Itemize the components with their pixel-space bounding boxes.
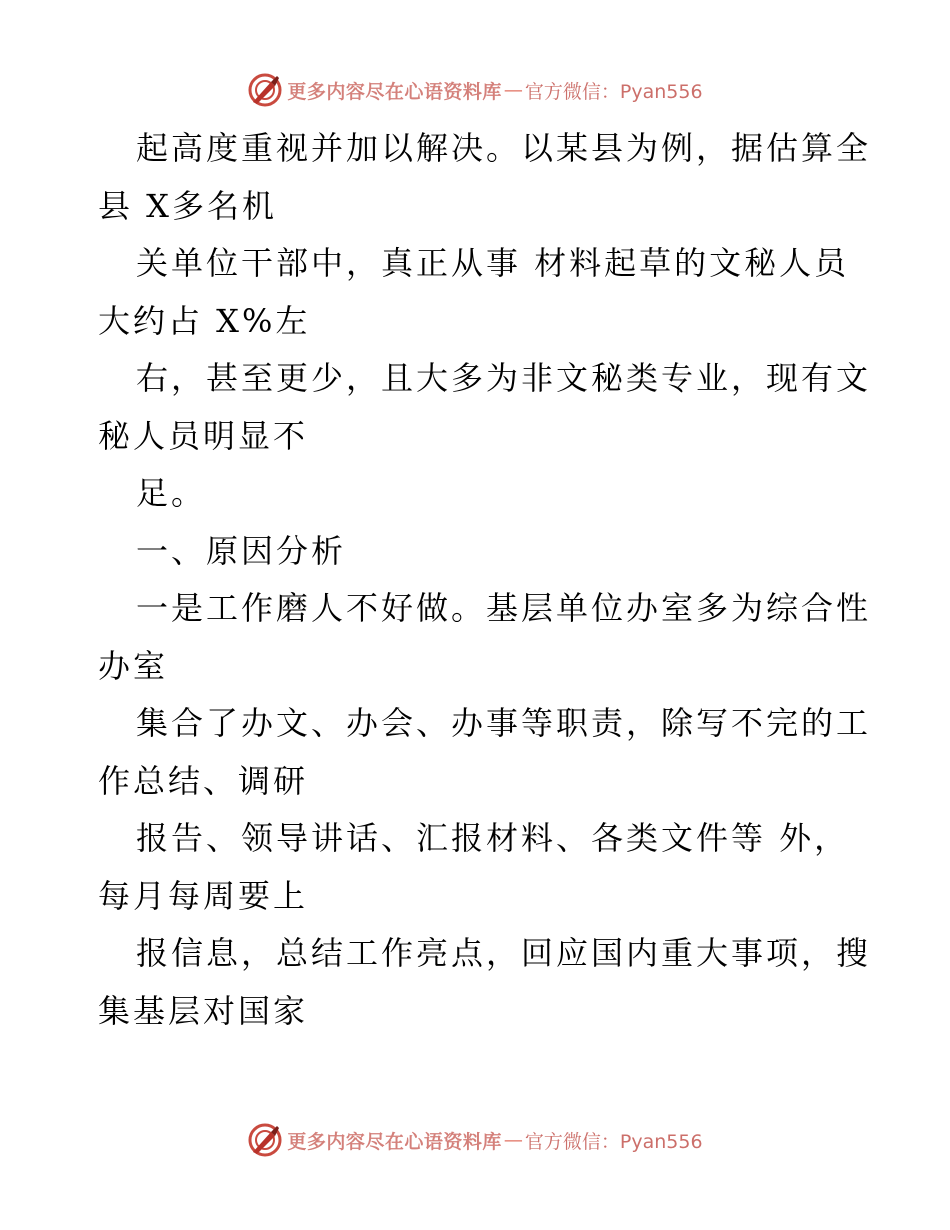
text-line: 集合了办文、办会、办事等职责，除写不完的工 xyxy=(136,704,872,742)
text-line: 起高度重视并加以解决。以某县为例，据估算全 xyxy=(136,129,872,167)
watermark-dash: — xyxy=(503,1129,523,1151)
watermark-brand: 更多内容尽在心语资料库 xyxy=(287,80,502,103)
text-line: 作总结、调研 xyxy=(98,761,309,800)
text-line: 集基层对国家 xyxy=(98,991,309,1030)
watermark-contact: 官方微信：Pyan556 xyxy=(524,80,703,103)
text-line: 县 X多名机 xyxy=(98,186,277,225)
pen-logo-icon xyxy=(247,72,283,108)
text-line: 右，甚至更少，且大多为非文秘类专业，现有文 xyxy=(136,359,872,397)
watermark-dash: — xyxy=(503,79,523,101)
text-line: 足。 xyxy=(136,474,207,512)
text-line: 关单位干部中，真正从事 材料起草的文秘人员 xyxy=(136,244,850,282)
text-line: 每月每周要上 xyxy=(98,876,309,915)
text-line: 报告、领导讲话、汇报材料、各类文件等 外， xyxy=(136,819,850,857)
pen-logo-icon xyxy=(247,1122,283,1158)
text-line: 一是工作磨人不好做。基层单位办室多为综合性 xyxy=(136,589,872,627)
document-body xyxy=(98,120,872,1040)
watermark-brand: 更多内容尽在心语资料库 xyxy=(287,1130,502,1153)
text-line: 秘人员明显不 xyxy=(98,416,309,455)
text-line: 大约占 X%左 xyxy=(98,301,311,340)
section-heading: 一、原因分析 xyxy=(136,531,347,570)
header-watermark xyxy=(0,70,950,110)
watermark-contact: 官方微信：Pyan556 xyxy=(524,1130,703,1153)
text-line: 办室 xyxy=(98,646,169,685)
text-line: 报信息，总结工作亮点，回应国内重大事项，搜 xyxy=(136,934,872,972)
footer-watermark xyxy=(0,1120,950,1160)
